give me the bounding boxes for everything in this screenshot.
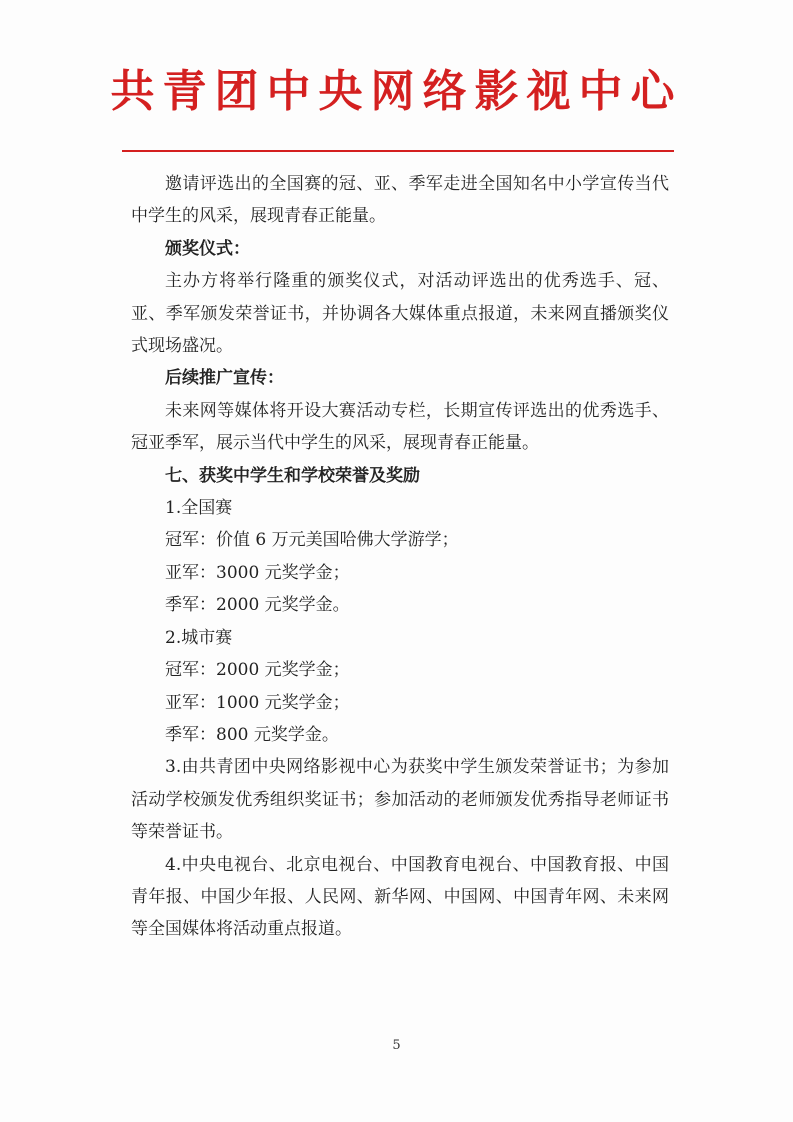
paragraph: 未来网等媒体将开设大赛活动专栏，长期宣传评选出的优秀选手、冠亚季军，展示当代中学生的风采，展现青春正能量。 [131, 400, 669, 454]
letterhead-rule [122, 150, 674, 152]
paragraph: 季军：2000 元奖学金。 [165, 595, 350, 616]
paragraph: 七、获奖中学生和学校荣誉及奖励 [165, 465, 420, 486]
paragraph: 颁奖仪式： [165, 238, 250, 259]
paragraph: 1.全国赛 [165, 498, 233, 519]
letterhead-title: 共青团中央网络影视中心 [110, 66, 683, 117]
paragraph: 2.城市赛 [165, 627, 233, 648]
paragraph: 邀请评选出的全国赛的冠、亚、季军走进全国知名中小学宣传当代中学生的风采，展现青春正能量。 [131, 174, 669, 227]
page-number: 5 [392, 1038, 401, 1053]
paragraph: 主办方将举行隆重的颁奖仪式，对活动评选出的优秀选手、冠、亚、季军颁发荣誉证书，并协调各大媒体重点报道，未来网直播颁奖仪式现场盛况。 [131, 271, 669, 357]
paragraph: 亚军：3000 元奖学金； [165, 562, 350, 583]
document-body [131, 168, 669, 946]
paragraph: 冠军：2000 元奖学金； [165, 660, 350, 681]
paragraph: 4.中央电视台、北京电视台、中国教育电视台、中国教育报、中国青年报、中国少年报、人民网、新华网、中国网、中国青年网、未来网等全国媒体将活动重点报道。 [131, 854, 669, 940]
paragraph: 后续推广宣传： [165, 368, 284, 389]
paragraph: 冠军：价值 6 万元美国哈佛大学游学； [165, 530, 459, 551]
paragraph: 3.由共青团中央网络影视中心为获奖中学生颁发荣誉证书；为参加活动学校颁发优秀组织奖证书；参加活动的老师颁发优秀指导老师证书等荣誉证书。 [131, 757, 669, 843]
paragraph: 亚军：1000 元奖学金； [165, 692, 350, 713]
paragraph: 季军：800 元奖学金。 [165, 724, 339, 745]
